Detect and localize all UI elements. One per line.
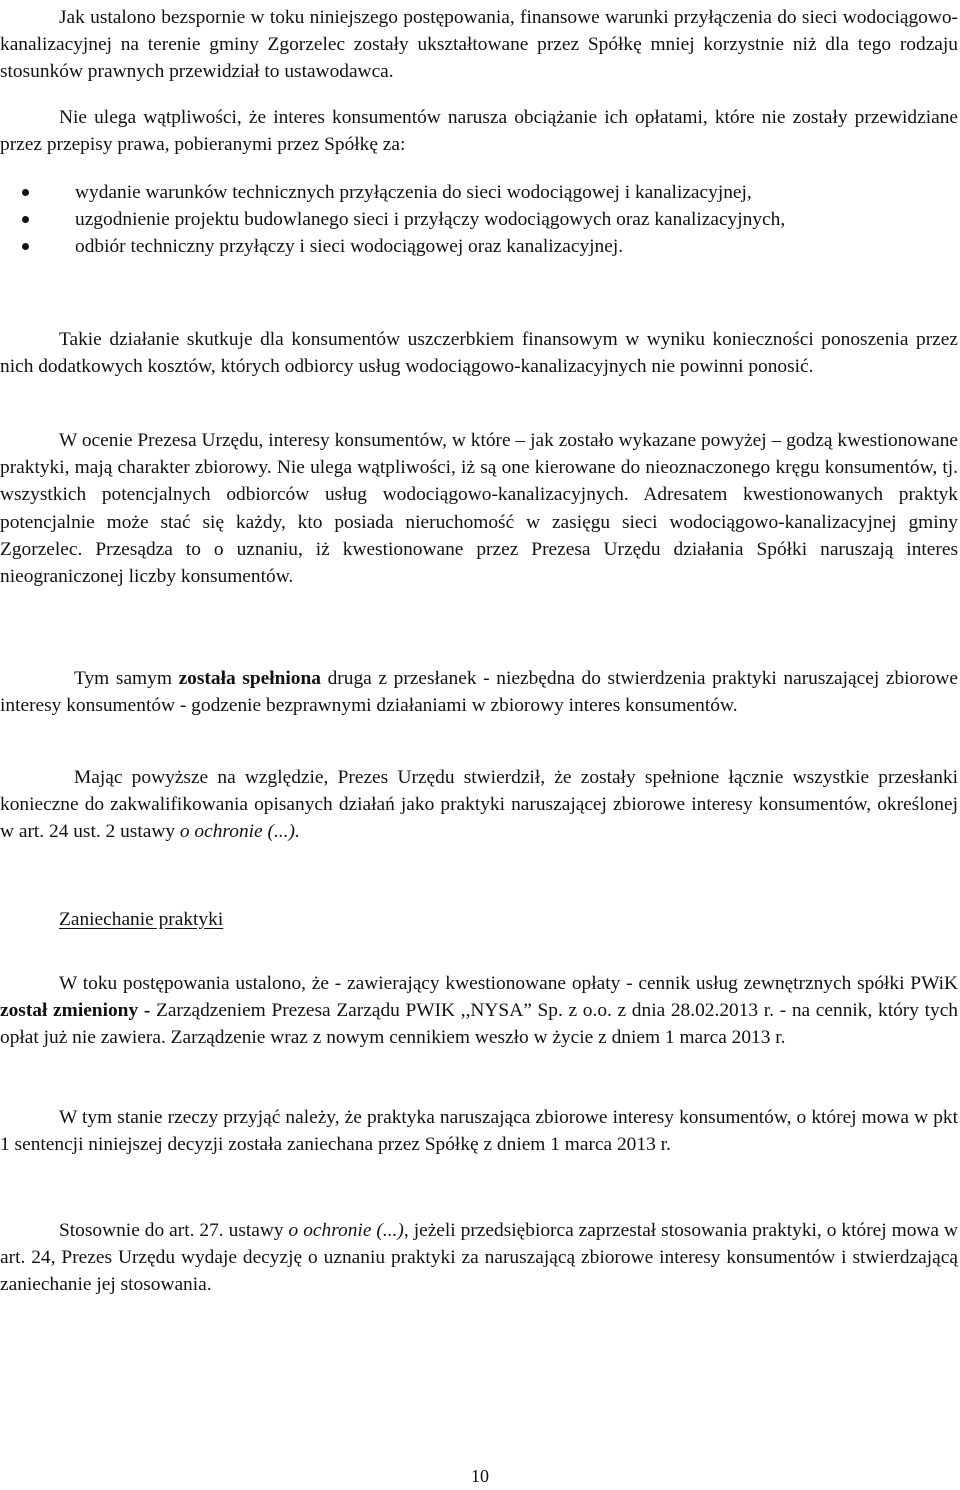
bullet-icon [22, 189, 29, 196]
paragraph-1: Jak ustalono bezspornie w toku niniejszego postępowania, finansowe warunki przyłączenia do sieci wodociągowo-kanalizacyjnej na terenie gminy Zgorzelec zostały ukształtowane przez Spółkę mniej korzystnie niż dla tego rodzaju stosunków prawnych przewidział to ustawodawca. [0, 7, 958, 83]
bullet-icon [22, 243, 29, 250]
emphasis-bold: została spełniona [178, 668, 321, 689]
emphasis-bold: został zmieniony - [0, 1000, 151, 1022]
bullet-icon [22, 216, 29, 223]
paragraph-8: W tym stanie rzeczy przyjąć należy, że praktyka naruszająca zbiorowe interesy konsumentów, o której mowa w pkt 1 sentencji niniejszej decyzji została zaniechana przez Spółkę z dniem 1 marca 2013 r. [0, 1107, 958, 1156]
emphasis-italic: o ochronie (...). [179, 821, 300, 843]
paragraph-5: Tym samym została spełniona druga z przesłanek - niezbędna do stwierdzenia praktyki naruszającej zbiorowe interesy konsumentów - godzenie bezprawnymi działaniami w zbiorowy interes konsumentów. [0, 668, 959, 717]
paragraph-9: Stosownie do art. 27. ustawy o ochronie (...), jeżeli przedsiębiorca zaprzestał stosowania praktyki, o której mowa w art. 24, Prezes Urzędu wydaje decyzję o uznaniu praktyki za naruszającą zbiorowe interesy konsumentów i stwierdzającą zaniechanie jej stosowania. [0, 1220, 958, 1296]
list-item: wydanie warunków technicznych przyłączenia do sieci wodociągowej i kanalizacyjnej, [0, 179, 958, 206]
page-number: 10 [471, 1466, 489, 1486]
bullet-list [0, 179, 958, 261]
list-item: uzgodnienie projektu budowlanego sieci i przyłączy wodociągowych oraz kanalizacyjnych, [0, 206, 958, 233]
list-item: odbiór techniczny przyłączy i sieci wodociągowej oraz kanalizacyjnej. [0, 233, 958, 260]
paragraph-7: W toku postępowania ustalono, że - zawierający kwestionowane opłaty - cennik usług zewnętrznych spółki PWiK został zmieniony - Zarządzeniem Prezesa Zarządu PWIK ,,NYSA” Sp. z o.o. z dnia 28.02.2013 r. - na cennik, który tych opłat już nie zawiera. Zarządzenie wraz z nowym cennikiem weszło w życie z dniem 1 marca 2013 r. [0, 973, 958, 1049]
section-heading: Zaniechanie praktyki [59, 909, 224, 930]
paragraph-3: Takie działanie skutkuje dla konsumentów uszczerbkiem finansowym w wyniku konieczności ponoszenia przez nich dodatkowych kosztów, których odbiorcy usług wodociągowo-kanalizacyjnych nie powinni ponosić. [0, 329, 958, 378]
paragraph-6: Mając powyższe na względzie, Prezes Urzędu stwierdził, że zostały spełnione łącznie wszystkie przesłanki konieczne do zakwalifikowania opisanych działań jako praktyki naruszającej zbiorowe interesy konsumentów, określonej w art. 24 ust. 2 ustawy o ochronie (...). [0, 767, 958, 843]
emphasis-italic: o ochronie (...) [288, 1220, 404, 1241]
paragraph-4: W ocenie Prezesa Urzędu, interesy konsumentów, w które – jak zostało wykazane powyżej – godzą kwestionowane praktyki, mają charakter zbiorowy. Nie ulega wątpliwości, iż są one kierowane do nieoznaczonego kręgu konsumentów, tj. wszystkich potencjalnych odbiorców usług wodociągowo-kanalizacyjnych. Adresatem kwestionowanych praktyk potencjalnie może stać się każdy, kto posiada nieruchomość w zasięgu sieci wodociągowo-kanalizacyjnej gminy Zgorzelec. Przesądza to o uznaniu, iż kwestionowane przez Prezesa Urzędu działania Spółki naruszają interes nieograniczonej liczby konsumentów. [0, 430, 958, 588]
paragraph-2: Nie ulega wątpliwości, że interes konsumentów narusza obciążanie ich opłatami, które nie zostały przewidziane przez przepisy prawa, pobieranymi przez Spółkę za: [0, 107, 958, 156]
